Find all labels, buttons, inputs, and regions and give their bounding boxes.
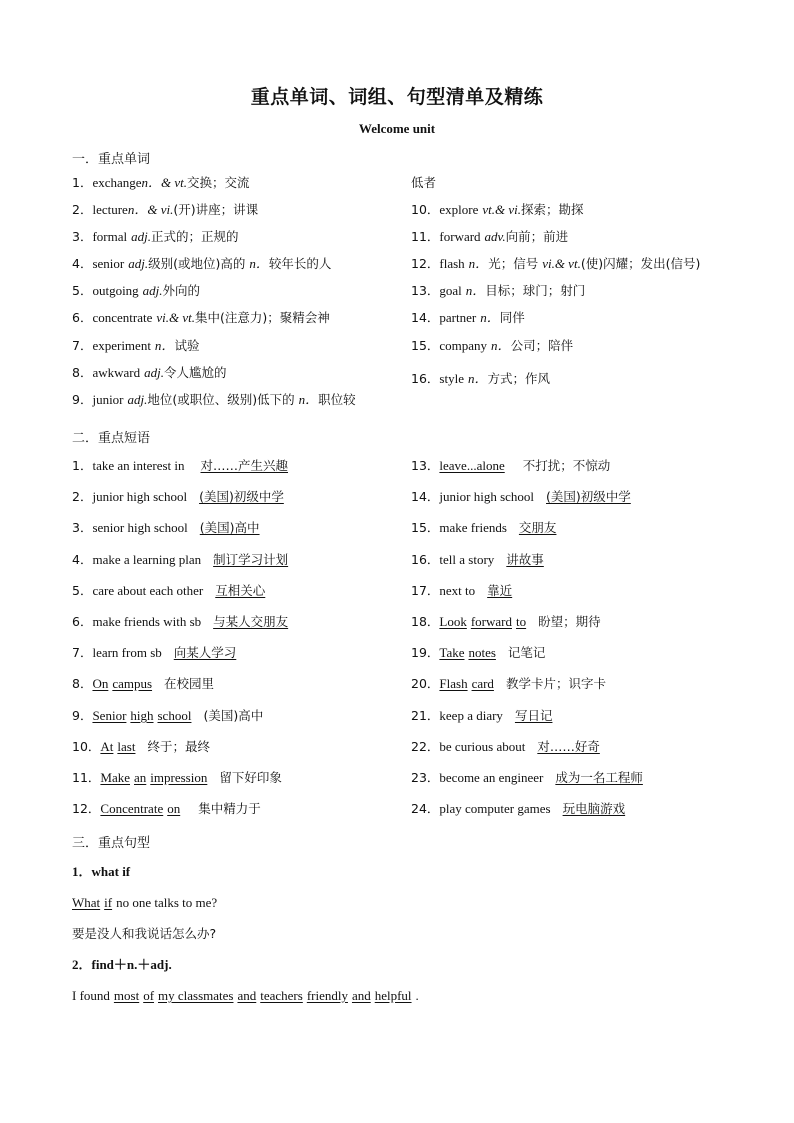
pattern-example: I found most of my classmates and teachers friendly and helpful . <box>72 988 419 1003</box>
unit-subtitle: Welcome unit <box>358 121 436 136</box>
phrase-item: 6．make friends with sb 与某人交朋友 <box>72 614 289 629</box>
phrase-item: 17．next to 靠近 <box>411 583 513 598</box>
pattern-translation: 要是没人和我说话怎么办? <box>72 926 217 941</box>
phrase-item: 9．Senior high school (美国)高中 <box>72 708 264 723</box>
word-item: 16．style n．方式；作风 <box>411 371 550 386</box>
phrase-item: 8．On campus 在校园里 <box>72 676 215 691</box>
phrase-item: 2．junior high school (美国)初级中学 <box>72 489 284 504</box>
word-item: 10．explore vt.& vi.探索；勘探 <box>411 202 584 217</box>
section-patterns-heading: 三．重点句型 <box>72 836 151 851</box>
phrase-item: 3．senior high school (美国)高中 <box>72 520 260 535</box>
phrase-item: 12．Concentrate on 集中精力于 <box>72 801 261 816</box>
pattern-heading: 2．find＋n.＋adj. <box>72 957 172 972</box>
word-item: 1．exchangen．& vt.交换；交流 <box>72 175 250 190</box>
section-words-heading: 一．重点单词 <box>72 152 151 167</box>
word-item: 5．outgoing adj.外向的 <box>72 283 201 298</box>
word-item: 3．formal adj.正式的；正规的 <box>72 229 239 244</box>
pattern-heading: 1．what if <box>72 864 131 879</box>
word-item: 12．flash n．光；信号 vi.& vt.(使)闪耀；发出(信号) <box>411 256 701 271</box>
phrase-item: 24．play computer games 玩电脑游戏 <box>411 801 626 816</box>
word-item: 4．senior adj.级别(或地位)高的 n．较年长的人 <box>72 256 332 271</box>
phrase-item: 4．make a learning plan 制订学习计划 <box>72 552 289 567</box>
pattern-example: What if no one talks to me? <box>72 895 218 910</box>
word-item: 15．company n．公司；陪伴 <box>411 338 574 353</box>
phrase-item: 22．be curious about 对……好奇 <box>411 739 600 754</box>
word-item: 13．goal n．目标；球门；射门 <box>411 283 586 298</box>
phrase-item: 13．leave...alone 不打扰；不惊动 <box>411 458 611 473</box>
section-phrases-heading: 二．重点短语 <box>72 431 151 446</box>
phrase-item: 11．Make an impression 留下好印象 <box>72 770 282 785</box>
phrase-item: 21．keep a diary 写日记 <box>411 708 553 723</box>
word-item-continuation: 低者 <box>411 175 437 190</box>
page-title: 重点单词、词组、句型清单及精练 <box>250 86 544 108</box>
word-item: 8．awkward adj.令人尴尬的 <box>72 365 227 380</box>
word-item: 14．partner n．同伴 <box>411 310 525 325</box>
phrase-item: 1．take an interest in 对……产生兴趣 <box>72 458 289 473</box>
phrase-item: 20．Flash card 教学卡片；识字卡 <box>411 676 606 691</box>
word-item: 2．lecturen．& vi.(开)讲座；讲课 <box>72 202 259 217</box>
phrase-item: 16．tell a story 讲故事 <box>411 552 544 567</box>
phrase-item: 5．care about each other 互相关心 <box>72 583 266 598</box>
phrase-item: 14．junior high school (美国)初级中学 <box>411 489 631 504</box>
word-item: 6．concentrate vi.& vt.集中(注意力)；聚精会神 <box>72 310 330 325</box>
phrase-item: 18．Look forward to 盼望；期待 <box>411 614 601 629</box>
phrase-item: 19．Take notes 记笔记 <box>411 645 546 660</box>
phrase-item: 23．become an engineer 成为一名工程师 <box>411 770 643 785</box>
phrase-item: 7．learn from sb 向某人学习 <box>72 645 237 660</box>
phrase-item: 10．At last 终于；最终 <box>72 739 210 754</box>
word-item: 9．junior adj.地位(或职位、级别)低下的 n．职位较 <box>72 392 356 407</box>
phrase-item: 15．make friends 交朋友 <box>411 520 557 535</box>
word-item: 7．experiment n．试验 <box>72 338 200 353</box>
word-item: 11．forward adv.向前；前进 <box>411 229 569 244</box>
